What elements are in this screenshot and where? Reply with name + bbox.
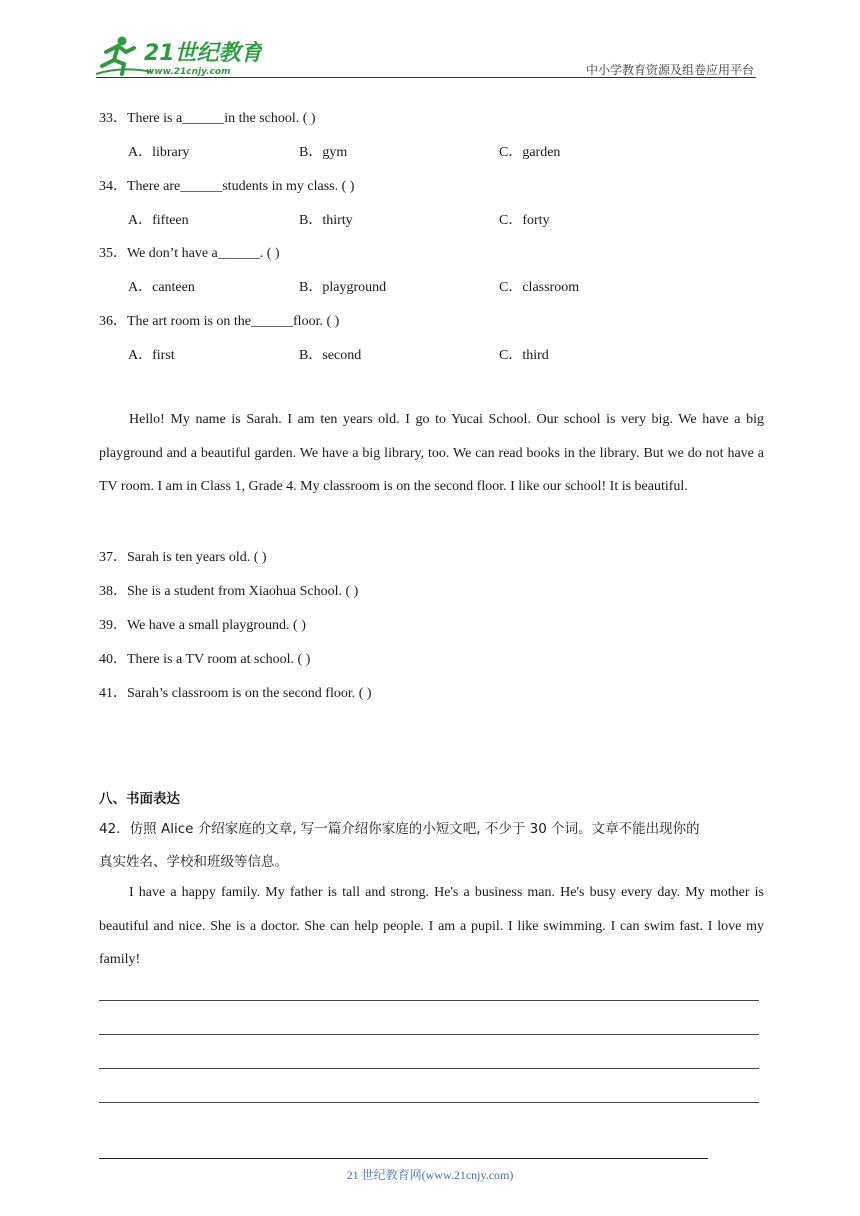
option-b[interactable]: B．thirty: [299, 213, 353, 228]
writing-sample: I have a happy family. My father is tall and strong. He's a business man. He's busy every day. My mother is beautiful and nice. She is a doctor. She can help people. I am a pupil. I like swimming. I can swim fast. I love my family!: [99, 885, 764, 968]
option-c[interactable]: C．forty: [499, 213, 550, 228]
question-stem: 36．The art room is on the______floor. ( ): [99, 314, 340, 329]
header-divider: [96, 77, 756, 78]
option-c[interactable]: C．third: [499, 348, 549, 363]
option-b[interactable]: B．gym: [299, 145, 348, 160]
site-logo: [92, 32, 262, 78]
question-stem: 33．There is a______in the school. ( ): [99, 111, 316, 126]
answer-line[interactable]: [99, 1102, 759, 1103]
section-title-writing: 八、书面表达: [99, 791, 180, 807]
tf-question-39: 39．We have a small playground. ( ): [99, 618, 306, 633]
option-c[interactable]: C．classroom: [499, 280, 580, 295]
option-a[interactable]: A．library: [128, 145, 190, 160]
tf-question-41: 41．Sarah’s classroom is on the second floor. ( ): [99, 686, 372, 701]
tf-question-38: 38．She is a student from Xiaohua School. ( ): [99, 584, 359, 599]
logo-title: 21世纪教育: [144, 41, 262, 66]
question-stem: 34．There are______students in my class. ( ): [99, 179, 355, 194]
writing-prompt-line2: 真实姓名、学校和班级等信息。: [99, 854, 288, 870]
writing-prompt-line1: 42．仿照 Alice 介绍家庭的文章, 写一篇介绍你家庭的小短文吧, 不少于 30 个词。文章不能出现你的: [99, 821, 700, 837]
footer-site-text: 21 世纪教育网(www.21cnjy.com): [346, 1168, 514, 1182]
answer-line[interactable]: [99, 1000, 759, 1001]
tf-question-40: 40．There is a TV room at school. ( ): [99, 652, 311, 667]
question-stem: 35．We don’t have a______. ( ): [99, 246, 280, 261]
reading-passage: Hello! My name is Sarah. I am ten years old. I go to Yucai School. Our school is very big. We have a big playground and a beautiful garden. We have a big library, too. We can read books in the library. But we do not have a TV room. I am in Class 1, Grade 4. My classroom is on the second floor. I like our school! It is beautiful.: [99, 412, 764, 495]
tf-question-37: 37．Sarah is ten years old. ( ): [99, 550, 267, 565]
header-platform-text: 中小学教育资源及组卷应用平台: [585, 63, 754, 77]
footer-divider: [99, 1158, 708, 1159]
logo-url: www.21cnjy.com: [146, 67, 231, 77]
option-c[interactable]: C．garden: [499, 145, 561, 160]
option-a[interactable]: A．canteen: [128, 280, 195, 295]
option-b[interactable]: B．playground: [299, 280, 387, 295]
option-a[interactable]: A．first: [128, 348, 175, 363]
answer-line[interactable]: [99, 1068, 759, 1069]
option-a[interactable]: A．fifteen: [128, 213, 189, 228]
runner-logo-icon: [92, 32, 262, 78]
option-b[interactable]: B．second: [299, 348, 362, 363]
answer-line[interactable]: [99, 1034, 759, 1035]
